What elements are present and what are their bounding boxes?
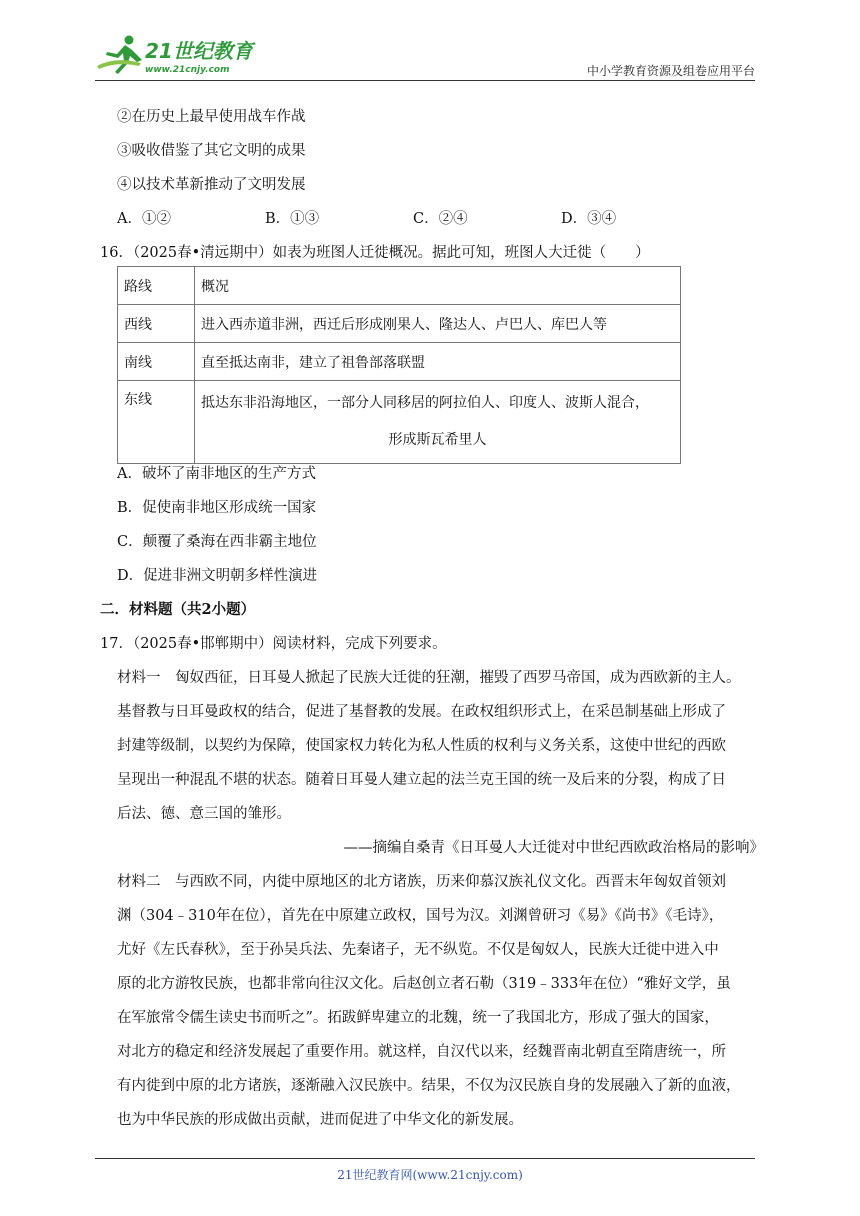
table-cell-desc: 直至抵达南非，建立了祖鲁部落联盟 [195,343,681,381]
material-2-line: 原的北方游牧民族，也都非常向往汉文化。后赵创立者石勒（319﹣333年在位）“雅好文学，虽 [117,976,731,992]
svg-text:21世纪教育: 21世纪教育 [145,39,253,63]
runner-icon [97,36,142,75]
material-2-line: 尤好《左氏春秋》，至于孙吴兵法、先秦诸子，无不纵览。不仅是匈奴人，民族大迁徙中进入中 [117,942,719,958]
material-2-line: 对北方的稳定和经济发展起了重要作用。就这样，自汉代以来，经魏晋南北朝直至隋唐统一，所 [117,1044,726,1060]
table-cell-desc-line2: 形成斯瓦希里人 [388,432,487,448]
table-header-row [118,267,681,305]
q15-option-b: B．①③ [265,211,320,227]
q16-option-c: C．颠覆了桑海在西非霸主地位 [117,534,317,550]
table-row [118,381,681,464]
material-2-line: 在军旅常令儒生读史书而听之”。拓跋鲜卑建立的北魏，统一了我国北方，形成了强大的国家， [117,1010,719,1026]
q16-option-d: D．促进非洲文明朝多样性演进 [117,568,318,584]
material-1-line: 封建等级制，以契约为保障，使国家权力转化为私人性质的权利与义务关系，这使中世纪的西欧 [117,738,726,754]
table-row [118,305,681,343]
platform-label: 中小学教育资源及组卷应用平台 [586,64,755,78]
q16-option-b: B．促使南非地区形成统一国家 [117,500,317,516]
material-1-source: ——摘编自桑青《日耳曼人大迁徙对中世纪西欧政治格局的影响》 [343,840,764,856]
section-title: 二．材料题（共2小题） [100,601,256,618]
table-cell-route: 西线 [118,305,195,343]
table-cell-desc-line1: 抵达东非沿海地区，一部分人同移居的阿拉伯人、印度人、波斯人混合， [201,395,649,411]
page-header [95,32,755,82]
table-cell-desc [195,381,681,464]
material-2-line: 有内徙到中原的北方诸族，逐渐融入汉民族中。结果，不仅为汉民族自身的发展融入了新的血液， [117,1078,741,1094]
q17-stem: 17．（2025春•邯郸期中）阅读材料，完成下列要求。 [100,636,447,652]
footer-link[interactable]: 21世纪教育网(www.21cnjy.com) [337,1168,523,1182]
material-1-line: 基督教与日耳曼政权的结合，促进了基督教的发展。在政权组织形式上，在采邑制基础上形成了 [117,704,726,720]
q16-table [117,266,681,464]
material-2-line: 材料二 与西欧不同，内徙中原地区的北方诸族，历来仰慕汉族礼仪文化。西晋末年匈奴首领刘 [117,874,726,890]
q16-option-a: A．破坏了南非地区的生产方式 [117,466,316,482]
q15-item-4: ④以技术革新推动了文明发展 [117,177,306,193]
header-divider [95,80,755,81]
material-2-line: 渊（304﹣310年在位），首先在中原建立政权，国号为汉。刘渊曾研习《易》《尚书》《毛诗》， [117,908,724,924]
table-cell-desc: 进入西赤道非洲，西迁后形成刚果人、隆达人、卢巴人、库巴人等 [195,305,681,343]
table-cell-route: 南线 [118,343,195,381]
q15-option-a: A．①② [117,211,171,227]
table-header-cell: 概况 [195,267,681,305]
q15-option-d: D．③④ [561,211,617,227]
material-1-line: 呈现出一种混乱不堪的状态。随着日耳曼人建立起的法兰克王国的统一及后来的分裂，构成了日 [117,772,726,788]
footer-divider [95,1158,755,1159]
material-1-line: 后法、德、意三国的雏形。 [117,806,291,822]
table-cell-route: 东线 [118,381,195,464]
table-row [118,343,681,381]
q15-item-2: ②在历史上最早使用战车作战 [117,109,306,125]
table-header-cell: 路线 [118,267,195,305]
svg-text:www.21cnjy.com: www.21cnjy.com [145,65,230,75]
material-2-line: 也为中华民族的形成做出贡献，进而促进了中华文化的新发展。 [117,1112,523,1128]
q15-option-c: C．②④ [413,211,468,227]
q16-stem: 16．（2025春•清远期中）如表为班图人迁徙概况。据此可知，班图人大迁徙（ ） [100,245,650,261]
material-1-line: 材料一 匈奴西征，日耳曼人掀起了民族大迁徙的狂潮，摧毁了西罗马帝国，成为西欧新的主人。 [117,670,741,686]
q15-item-3: ③吸收借鉴了其它文明的成果 [117,143,306,159]
site-logo [95,32,265,78]
